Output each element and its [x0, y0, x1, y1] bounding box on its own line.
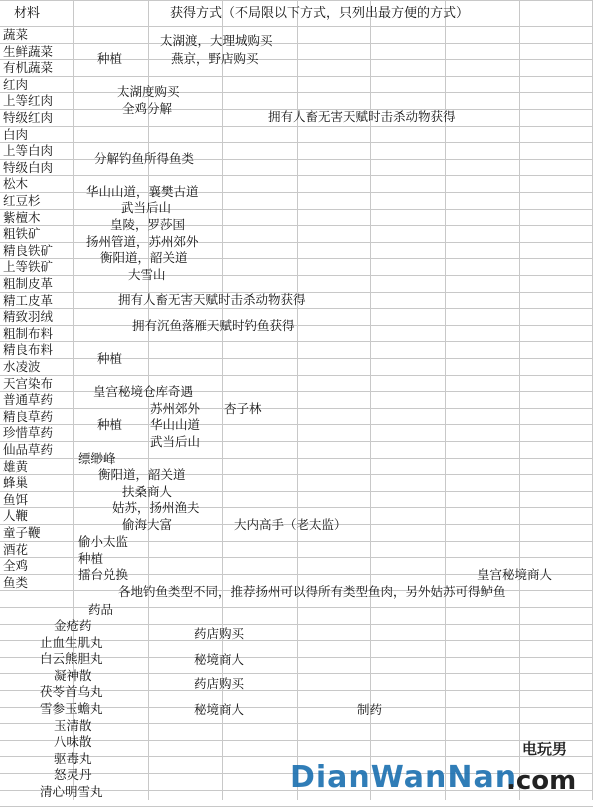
- source-text: 种植: [97, 351, 123, 366]
- material-name: 鱼类: [3, 575, 29, 590]
- material-name: 雄黄: [3, 459, 29, 474]
- medicine-item: 白云熊胆丸: [40, 651, 103, 666]
- grid-line-h: [0, 491, 593, 492]
- material-name: 上等红肉: [3, 93, 54, 108]
- source-text: 拥有沉鱼落雁天赋时钓鱼获得: [132, 318, 295, 333]
- material-name: 蜂巢: [3, 475, 29, 490]
- grid-line-h: [0, 43, 593, 44]
- source-text: 华山山道，襄樊古道: [86, 184, 199, 199]
- watermark-cn: 电玩男: [522, 740, 568, 758]
- source-text: 缥缈峰: [78, 451, 116, 466]
- material-name: 上等铁矿: [3, 259, 54, 274]
- grid-line-h: [0, 126, 593, 127]
- material-name: 紫檀木: [3, 210, 41, 225]
- source-text: 扶桑商人: [122, 484, 173, 499]
- material-name: 粗铁矿: [3, 226, 41, 241]
- source-text: 皇宫秘境仓库奇遇: [93, 384, 194, 399]
- medicine-item: 茯苓首乌丸: [40, 684, 103, 699]
- grid-line-h: [0, 209, 593, 210]
- grid-line-v: [148, 0, 149, 800]
- medicine-item: 八味散: [54, 734, 92, 749]
- medicine-source: 秘境商人: [194, 702, 245, 717]
- watermark-logo: DianWanNan: [290, 760, 518, 795]
- material-name: 红肉: [3, 77, 29, 92]
- grid-line-h: [0, 0, 593, 1]
- grid-line-h: [0, 26, 593, 27]
- material-name: 珍惜草药: [3, 425, 54, 440]
- grid-line-h: [0, 142, 593, 143]
- material-name: 精良铁矿: [3, 243, 54, 258]
- source-text: 拥有人畜无害天赋时击杀动物获得: [268, 109, 456, 124]
- material-name: 生鲜蔬菜: [3, 44, 54, 59]
- material-name: 白肉: [3, 127, 29, 142]
- grid-line-h: [0, 358, 593, 359]
- material-name: 粗制皮革: [3, 276, 54, 291]
- medicine-item: 怒灵丹: [54, 767, 92, 782]
- grid-line-h: [0, 308, 593, 309]
- material-name: 蔬菜: [3, 27, 29, 42]
- material-name: 水凌波: [3, 359, 41, 374]
- source-text: 种植: [97, 417, 123, 432]
- source-text: 太湖渡，大理城购买: [160, 33, 273, 48]
- source-text: 分解钓鱼所得鱼类: [94, 151, 195, 166]
- medicine-item: 清心明雪丸: [40, 784, 103, 799]
- source-text: 衡阳道，韶关道: [100, 250, 188, 265]
- medicine-source: 药店购买: [194, 626, 245, 641]
- source-text: 衡阳道，韶关道: [98, 467, 186, 482]
- material-name: 特级白肉: [3, 160, 54, 175]
- grid-line-h: [0, 424, 593, 425]
- source-text: 皇陵，罗莎国: [110, 217, 186, 232]
- source-text: 扬州管道，苏州郊外: [86, 234, 199, 249]
- grid-line-h: [0, 76, 593, 77]
- source-text: 全鸡分解: [122, 101, 173, 116]
- source-text: 皇宫秘境商人: [477, 567, 553, 582]
- medicine-item: 凝神散: [54, 668, 92, 683]
- grid-line-h: [0, 159, 593, 160]
- material-name: 酒花: [3, 542, 29, 557]
- medicine-method: 制药: [357, 702, 383, 717]
- medicine-item: 驱毒丸: [54, 751, 92, 766]
- source-text: 华山山道: [150, 417, 201, 432]
- grid-line-h: [0, 59, 593, 60]
- medicine-source: 药店购买: [194, 676, 245, 691]
- medicine-item: 金疮药: [54, 618, 92, 633]
- source-text: 大内高手（老太监）: [234, 517, 347, 532]
- grid-line-h: [0, 341, 593, 342]
- grid-line-h: [0, 441, 593, 442]
- source-text: 偷海大富: [122, 517, 173, 532]
- material-name: 红豆杉: [3, 193, 41, 208]
- medicine-item: 玉清散: [54, 718, 92, 733]
- medicine-source: 秘境商人: [194, 652, 245, 667]
- grid-line-h: [0, 391, 593, 392]
- medicine-item: 雪参玉蟾丸: [40, 701, 103, 716]
- material-name: 全鸡: [3, 558, 29, 573]
- grid-line-h: [0, 92, 593, 93]
- medicine-title: 药品: [88, 602, 114, 617]
- source-text: 擂台兑换: [78, 567, 129, 582]
- header-material: 材料: [14, 6, 41, 21]
- grid-line-h: [0, 375, 593, 376]
- source-text: 武当后山: [121, 200, 172, 215]
- material-name: 鱼饵: [3, 492, 29, 507]
- medicine-item: 止血生肌丸: [40, 635, 103, 650]
- source-text: 苏州郊外: [150, 401, 201, 416]
- material-name: 有机蔬菜: [3, 60, 54, 75]
- material-name: 童子鞭: [3, 525, 41, 540]
- source-text: 姑苏，扬州渔夫: [112, 500, 200, 515]
- source-text: 拥有人畜无害天赋时击杀动物获得: [118, 292, 306, 307]
- material-name: 粗制布料: [3, 326, 54, 341]
- header-method: 获得方式（不局限以下方式，只列出最方便的方式）: [170, 6, 470, 21]
- source-text: 燕京，野店购买: [171, 51, 259, 66]
- grid-line-h: [0, 175, 593, 176]
- material-name: 精良布料: [3, 342, 54, 357]
- grid-line-h: [0, 258, 593, 259]
- material-name: 上等白肉: [3, 143, 54, 158]
- material-name: 人鞭: [3, 508, 29, 523]
- source-text: 各地钓鱼类型不同，推荐扬州可以得所有类型鱼肉，另外姑苏可得鲈鱼: [118, 584, 506, 599]
- material-name: 松木: [3, 176, 29, 191]
- grid-line-v: [519, 0, 520, 800]
- source-text: 太湖度购买: [117, 84, 180, 99]
- source-text: 杏子林: [224, 401, 262, 416]
- watermark-com: .com: [506, 766, 577, 796]
- source-text: 种植: [97, 51, 123, 66]
- grid-line-h: [0, 225, 593, 226]
- source-text: 偷小太监: [78, 534, 129, 549]
- material-name: 天宫染布: [3, 376, 54, 391]
- grid-line-h: [0, 474, 593, 475]
- grid-line-h: [0, 408, 593, 409]
- source-text: 大雪山: [128, 267, 166, 282]
- material-name: 精致羽绒: [3, 309, 54, 324]
- material-name: 仙品草药: [3, 442, 54, 457]
- grid-line-h: [0, 325, 593, 326]
- source-text: 武当后山: [150, 434, 201, 449]
- material-name: 精良草药: [3, 409, 54, 424]
- material-name: 特级红肉: [3, 110, 54, 125]
- material-name: 普通草药: [3, 392, 54, 407]
- source-text: 种植: [78, 551, 104, 566]
- material-name: 精工皮革: [3, 293, 54, 308]
- grid-line-h: [0, 507, 593, 508]
- grid-line-h: [0, 275, 593, 276]
